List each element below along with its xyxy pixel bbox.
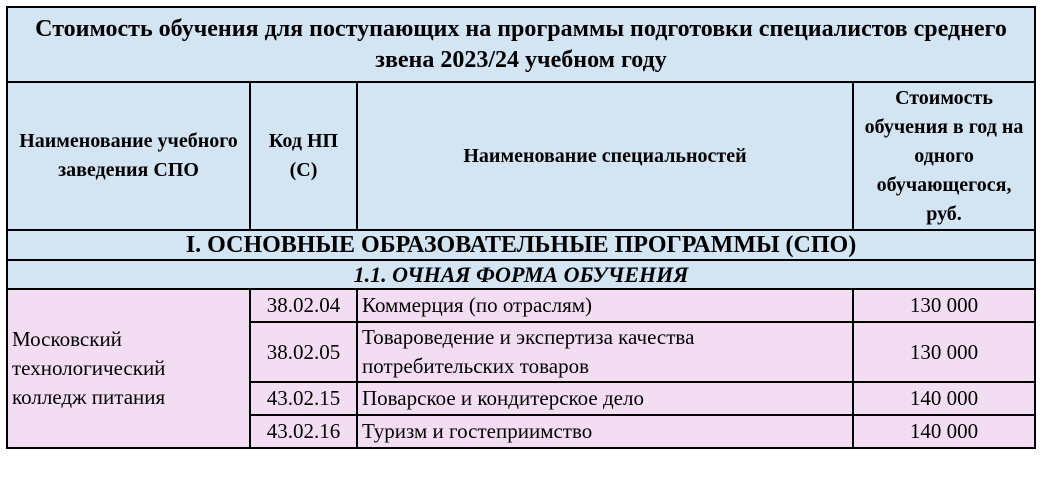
table-title: Стоимость обучения для поступающих на программы подготовки специалистов среднего звена 2023/24 учебном году <box>7 7 1035 82</box>
header-cost: Стоимость обучения в год на одного обучающегося, руб. <box>853 82 1035 230</box>
subsection-row <box>7 260 1035 289</box>
subsection-title: 1.1. ОЧНАЯ ФОРМА ОБУЧЕНИЯ <box>7 260 1035 289</box>
cost-cell: 130 000 <box>853 322 1035 382</box>
title-row <box>7 7 1035 82</box>
tuition-table <box>6 6 1036 449</box>
cost-cell: 130 000 <box>853 289 1035 322</box>
code-cell: 38.02.04 <box>250 289 357 322</box>
code-cell: 38.02.05 <box>250 322 357 382</box>
code-cell: 43.02.16 <box>250 415 357 448</box>
header-row <box>7 82 1035 230</box>
table-row <box>7 289 1035 322</box>
specialty-cell: Коммерция (по отраслям) <box>357 289 853 322</box>
cost-cell: 140 000 <box>853 415 1035 448</box>
cost-cell: 140 000 <box>853 382 1035 415</box>
header-code: Код НП (С) <box>250 82 357 230</box>
code-cell: 43.02.15 <box>250 382 357 415</box>
section-row <box>7 230 1035 260</box>
institution-cell: Московский технологический колледж питания <box>7 289 250 448</box>
header-specialty: Наименование специальностей <box>357 82 853 230</box>
section-title: I. ОСНОВНЫЕ ОБРАЗОВАТЕЛЬНЫЕ ПРОГРАММЫ (СПО) <box>7 230 1035 260</box>
specialty-cell: Туризм и гостеприимство <box>357 415 853 448</box>
tuition-table-container <box>6 6 1036 449</box>
header-institution: Наименование учебного заведения СПО <box>7 82 250 230</box>
specialty-cell: Поварское и кондитерское дело <box>357 382 853 415</box>
specialty-cell: Товароведение и экспертиза качества потребительских товаров <box>357 322 853 382</box>
